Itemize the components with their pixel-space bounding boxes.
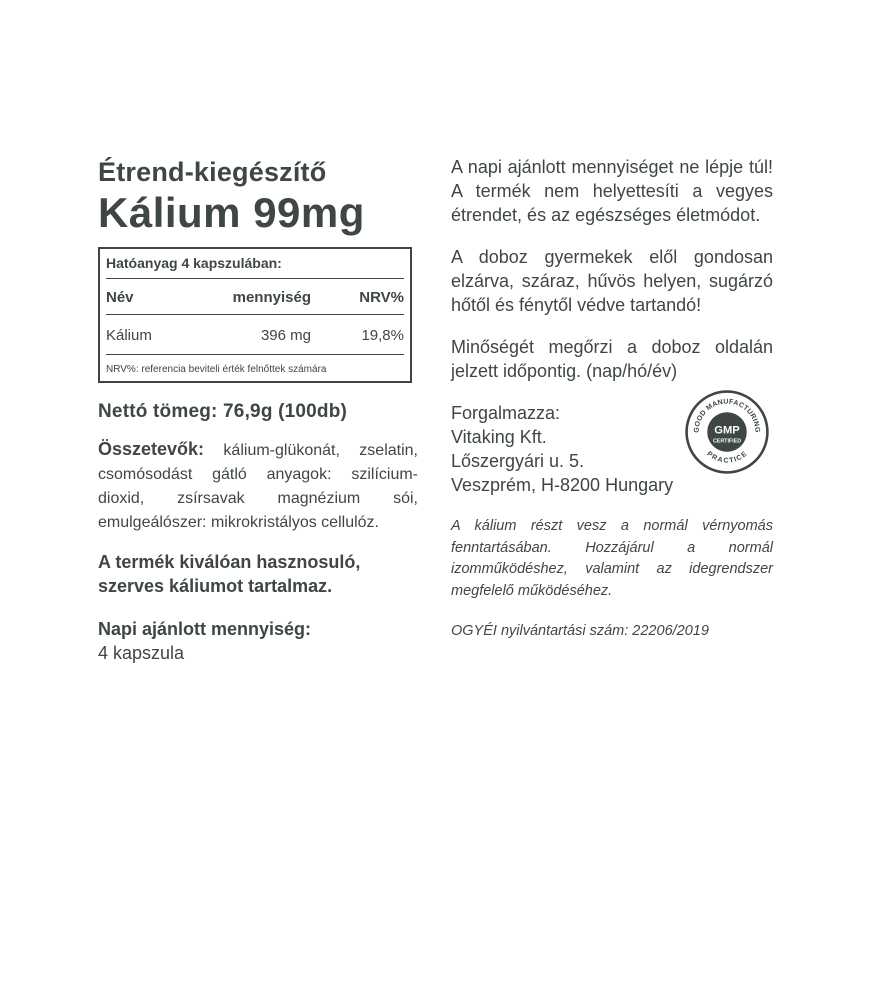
- health-claim: A kálium részt vesz a normál vérnyomás fenntartásában. Hozzájárul a normál izomműködéshez, valamint az idegrendszer megfelelő működéséhez.: [451, 518, 773, 599]
- product-title: Kálium 99mg: [98, 189, 365, 236]
- dose-label: Napi ajánlott mennyiség:: [98, 619, 312, 639]
- ingredients-text: kálium-glükonát, zselatin, csomósodást gátló anyagok: szilícium-dioxid, zsírsavak magnézium sói, emulgeálószer: mikrokristályos cellulóz.: [98, 442, 418, 531]
- cell-name: Kálium: [106, 327, 152, 344]
- nutrition-table: [98, 247, 412, 383]
- distributor-street: Lőszergyári u. 5.: [451, 451, 585, 471]
- column-header-nrv: NRV%: [359, 289, 404, 306]
- product-subtitle: Étrend-kiegészítő: [98, 157, 327, 187]
- best-before-note: Minőségét megőrzi a doboz oldalán jelzett időpontig. (nap/hó/év): [451, 337, 773, 381]
- gmp-certified-icon: [684, 389, 770, 475]
- distributor-city: Veszprém, H-8200 Hungary: [451, 475, 674, 495]
- gmp-ring-bottom: PRACTICE: [705, 450, 749, 465]
- registration-number: OGYÉI nyilvántartási szám: 22206/2019: [451, 623, 709, 639]
- cell-amount: 396 mg: [260, 327, 311, 344]
- distributor-label: Forgalmazza:: [451, 403, 561, 423]
- ingredients: [98, 437, 418, 535]
- table-row: [106, 315, 404, 355]
- bold-statement: A termék kiválóan hasznosuló, szerves káliumot tartalmaz.: [98, 552, 361, 596]
- distributor-company: Vitaking Kft.: [451, 427, 547, 447]
- right-column: [451, 155, 773, 643]
- dosage-warning: A napi ajánlott mennyiséget ne lépje túl! A termék nem helyettesíti a vegyes étrendet, és az egészséges életmódot.: [451, 157, 773, 225]
- column-header-amount: mennyiség: [232, 289, 311, 306]
- table-header-row: [106, 279, 404, 315]
- svg-text:PRACTICE: [705, 451, 748, 465]
- net-weight: Nettó tömeg: 76,9g (100db): [98, 401, 348, 422]
- ingredients-label: Összetevők:: [98, 439, 205, 459]
- table-heading: Hatóanyag 4 kapszulában:: [106, 249, 404, 279]
- storage-instructions: A doboz gyermekek elől gondosan elzárva, száraz, hűvös helyen, sugárzó hőtől és fénytől védve tartandó!: [451, 247, 773, 315]
- dose-value: 4 kapszula: [98, 643, 185, 663]
- left-column: [98, 155, 418, 665]
- table-footnote: NRV%: referencia beviteli érték felnőttek számára: [106, 364, 327, 375]
- cell-nrv: 19,8%: [361, 327, 404, 344]
- gmp-center-main: GMP: [714, 424, 740, 437]
- gmp-ring-top: GOOD MANUFACTURING: [693, 398, 761, 433]
- distributor-block: [451, 398, 773, 497]
- gmp-center-sub: CERTIFIED: [712, 438, 742, 445]
- column-header-name: Név: [106, 289, 134, 306]
